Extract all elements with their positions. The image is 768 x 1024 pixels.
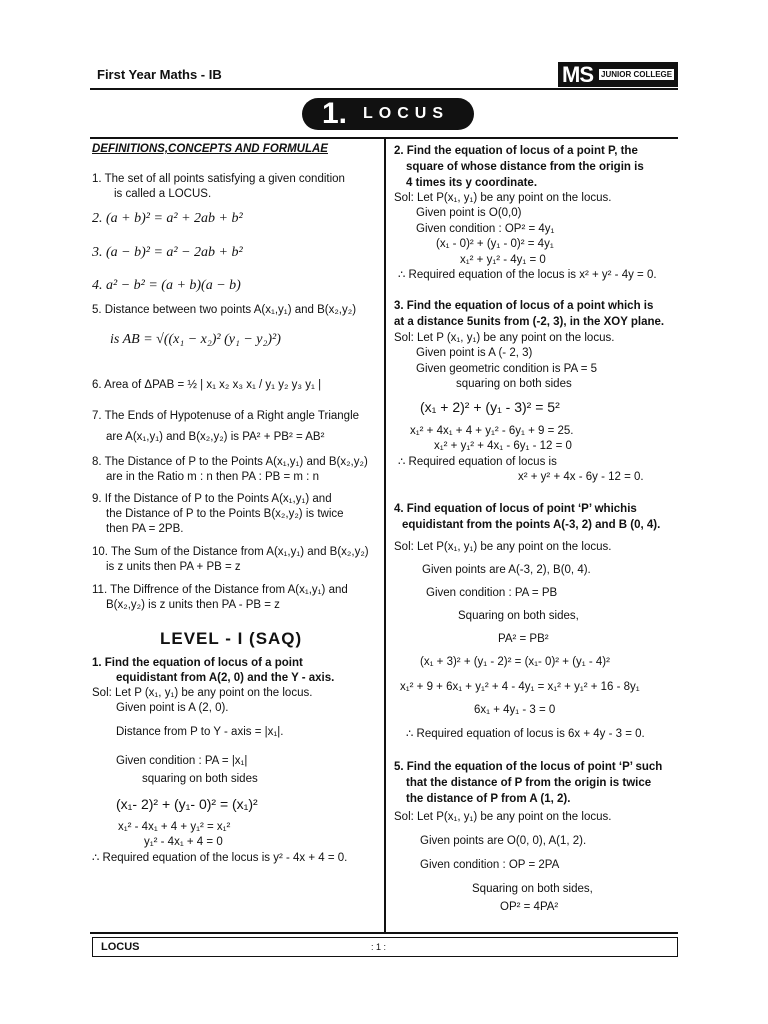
level-heading: LEVEL - I (SAQ): [160, 629, 303, 648]
solution-line: Squaring on both sides,: [472, 883, 593, 895]
definition-line: is z units then PA + PB = z: [106, 561, 241, 573]
question-title: 4 times its y coordinate.: [406, 177, 538, 189]
definition-line: 1. The set of all points satisfying a given condition: [92, 173, 345, 185]
conclusion-line: x² + y² + 4x - 6y - 12 = 0.: [518, 471, 644, 483]
definition-line: is called a LOCUS.: [114, 188, 212, 200]
conclusion-line: ∴ Required equation of locus is 6x + 4y - 3 = 0.: [406, 728, 645, 740]
definition-line: 7. The Ends of Hypotenuse of a Right angle Triangle: [92, 410, 360, 422]
definition-line: 5. Distance between two points A(x₁,y₁) and B(x₂,y₂): [92, 304, 357, 316]
formula-line: 4. a² − b² = (a + b)(a − b): [92, 278, 241, 293]
solution-line: Given point is O(0,0): [416, 207, 522, 219]
solution-line: Given point is A (2, 0).: [116, 702, 229, 714]
chapter-badge: [302, 98, 474, 130]
question-title: 2. Find the equation of locus of a point P, the: [394, 145, 638, 157]
definition-line: the Distance of P to the Points B(x₂,y₂) is twice: [106, 508, 344, 520]
equation-line: y₁² - 4x₁ + 4 = 0: [144, 836, 223, 848]
equation-line: x₁² - 4x₁ + 4 + y₁² = x₁²: [118, 821, 231, 833]
equation-line: x₁² + y₁² + 4x₁ - 6y₁ - 12 = 0: [434, 440, 572, 452]
chapter-number: 1.: [322, 97, 348, 130]
header-title: First Year Maths - IB: [97, 67, 222, 82]
solution-line: Given geometric condition is PA = 5: [416, 363, 598, 375]
definition-line: 11. The Diffrence of the Distance from A(x₁,y₁) and: [92, 584, 348, 596]
section-heading: DEFINITIONS,CONCEPTS AND FORMULAE: [92, 143, 328, 155]
definition-line: are A(x₁,y₁) and B(x₂,y₂) is PA² + PB² = AB²: [106, 431, 325, 443]
logo-main: MS: [562, 61, 593, 87]
chapter-name: LOCUS: [363, 105, 450, 122]
header-rule: [90, 88, 558, 90]
definition-line: 10. The Sum of the Distance from A(x₁,y₁) and B(x₂,y₂): [92, 546, 369, 558]
equation-line: OP² = 4PA²: [500, 901, 559, 913]
solution-line: Sol: Let P (x₁, y₁) be any point on the locus.: [92, 687, 313, 699]
solution-line: Given condition : OP = 2PA: [420, 859, 560, 871]
equation-line: (x₁- 2)² + (y₁- 0)² = (x₁)²: [116, 796, 258, 812]
equation-line: (x₁ + 2)² + (y₁ - 3)² = 5²: [420, 399, 560, 415]
formula-line: 3. (a − b)² = a² − 2ab + b²: [92, 245, 243, 260]
column-divider: [384, 139, 386, 932]
conclusion-line: ∴ Required equation of the locus is y² - 4x + 4 = 0.: [92, 852, 348, 864]
question-title: 5. Find the equation of the locus of point ‘P’ such: [394, 761, 663, 773]
definition-line: 9. If the Distance of P to the Points A(x₁,y₁) and: [92, 493, 332, 505]
solution-line: Sol: Let P(x₁, y₁) be any point on the locus.: [394, 541, 612, 553]
solution-line: Given condition : OP² = 4y₁: [416, 223, 555, 235]
definition-line: B(x₂,y₂) is z units then PA - PB = z: [106, 599, 280, 611]
equation-line: 6x₁ + 4y₁ - 3 = 0: [474, 704, 556, 716]
definition-line: are in the Ratio m : n then PA : PB = m : n: [106, 471, 319, 483]
solution-line: Sol: Let P (x₁, y₁) be any point on the locus.: [394, 332, 615, 344]
question-title: square of whose distance from the origin is: [406, 161, 644, 173]
solution-line: Sol: Let P(x₁, y₁) be any point on the locus.: [394, 811, 612, 823]
equation-line: (x₁ + 3)² + (y₁ - 2)² = (x₁- 0)² + (y₁ - 4)²: [420, 656, 610, 668]
equation-line: (x₁ - 0)² + (y₁ - 0)² = 4y₁: [436, 238, 554, 250]
equation-line: PA² = PB²: [498, 633, 549, 645]
question-title: that the distance of P from the origin is twice: [406, 777, 652, 789]
page-number: : 1 :: [371, 942, 387, 952]
solution-line: Squaring on both sides,: [458, 610, 579, 622]
page-footer: [92, 937, 678, 957]
footer-label: LOCUS: [101, 941, 140, 953]
question-title: 3. Find the equation of locus of a point which is: [394, 300, 654, 312]
solution-line: Sol: Let P(x₁, y₁) be any point on the locus.: [394, 192, 612, 204]
equation-line: x₁² + y₁² - 4y₁ = 0: [460, 254, 546, 266]
solution-line: Given points are A(-3, 2), B(0, 4).: [422, 564, 591, 576]
equation-line: x₁² + 9 + 6x₁ + y₁² + 4 - 4y₁ = x₁² + y₁² + 16 - 8y₁: [400, 681, 640, 693]
solution-line: squaring on both sides: [456, 378, 572, 390]
solution-line: Given condition : PA = PB: [426, 587, 558, 599]
solution-line: squaring on both sides: [142, 773, 258, 785]
solution-line: Given condition : PA = |x₁|: [116, 755, 248, 767]
conclusion-line: ∴ Required equation of locus is: [398, 456, 557, 468]
definition-line: 8. The Distance of P to the Points A(x₁,y₁) and B(x₂,y₂): [92, 456, 368, 468]
college-logo: [558, 62, 678, 87]
question-title: 1. Find the equation of locus of a point: [92, 657, 303, 669]
formula-line: 6. Area of ΔPAB = ½ | x₁ x₂ x₃ x₁ / y₁ y₂ y₃ y₁ |: [92, 379, 322, 391]
solution-line: Distance from P to Y - axis = |x₁|.: [116, 726, 284, 738]
formula-line: is AB = √((x₁ − x₂)² (y₁ − y₂)²): [110, 332, 281, 347]
definition-line: then PA = 2PB.: [106, 523, 184, 535]
question-title: at a distance 5units from (-2, 3), in the XOY plane.: [394, 316, 665, 328]
header-rule-right: [558, 88, 678, 90]
bottom-divider: [90, 932, 678, 934]
solution-line: Given points are O(0, 0), A(1, 2).: [420, 835, 587, 847]
equation-line: x₁² + 4x₁ + 4 + y₁² - 6y₁ + 9 = 25.: [410, 425, 574, 437]
question-title: equidistant from the points A(-3, 2) and B (0, 4).: [402, 519, 661, 531]
logo-sub: JUNIOR COLLEGE: [601, 70, 673, 79]
formula-line: 2. (a + b)² = a² + 2ab + b²: [92, 211, 243, 226]
question-title: the distance of P from A (1, 2).: [406, 793, 571, 805]
question-title: 4. Find equation of locus of point ‘P’ whichis: [394, 503, 637, 515]
solution-line: Given point is A (- 2, 3): [416, 347, 533, 359]
question-title: equidistant from A(2, 0) and the Y - axis.: [116, 672, 335, 684]
conclusion-line: ∴ Required equation of the locus is x² + y² - 4y = 0.: [398, 269, 657, 281]
